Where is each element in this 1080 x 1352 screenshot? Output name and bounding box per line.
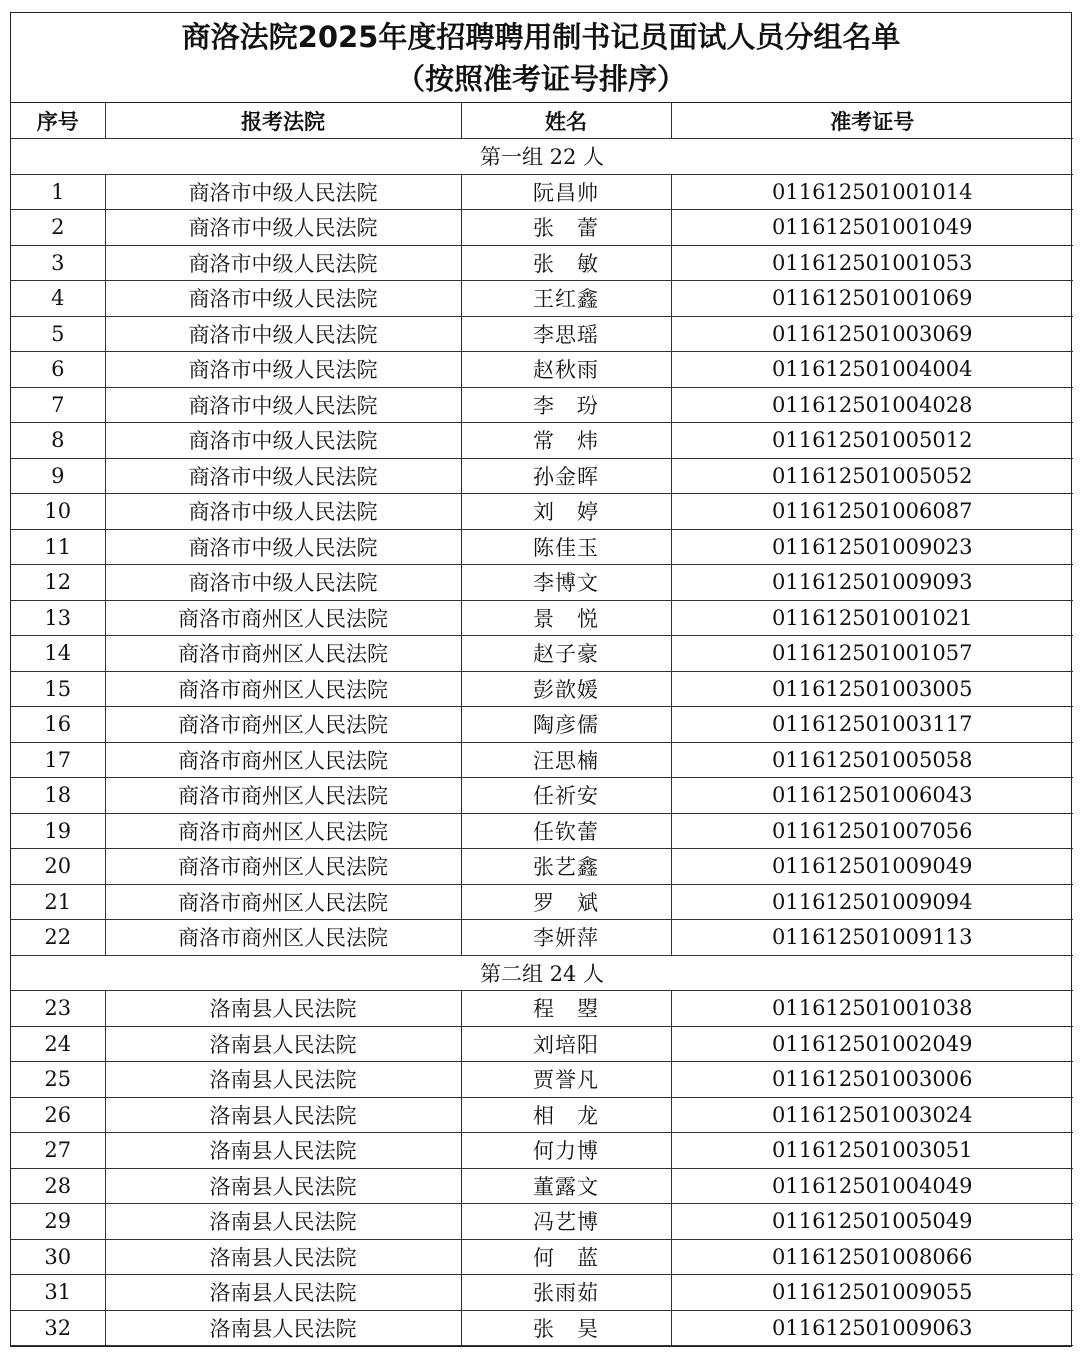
row-index: 17 bbox=[11, 742, 105, 778]
row-index: 19 bbox=[11, 813, 105, 849]
row-name: 程 曌 bbox=[461, 991, 671, 1027]
row-index: 30 bbox=[11, 1239, 105, 1275]
row-exam-number: 011612501002049 bbox=[671, 1026, 1073, 1062]
table-row bbox=[11, 1204, 1073, 1240]
row-index: 4 bbox=[11, 281, 105, 317]
row-index: 25 bbox=[11, 1062, 105, 1098]
row-exam-number: 011612501001053 bbox=[671, 245, 1073, 281]
row-court: 商洛市中级人民法院 bbox=[105, 245, 461, 281]
row-name: 孙金晖 bbox=[461, 458, 671, 494]
row-court: 商洛市中级人民法院 bbox=[105, 565, 461, 601]
row-name: 张艺鑫 bbox=[461, 849, 671, 885]
row-court: 商洛市中级人民法院 bbox=[105, 281, 461, 317]
row-index: 32 bbox=[11, 1310, 105, 1346]
row-index: 22 bbox=[11, 920, 105, 956]
row-name: 董露文 bbox=[461, 1168, 671, 1204]
row-index: 27 bbox=[11, 1133, 105, 1169]
row-exam-number: 011612501003117 bbox=[671, 707, 1073, 743]
table-row bbox=[11, 849, 1073, 885]
row-index: 29 bbox=[11, 1204, 105, 1240]
table-row bbox=[11, 387, 1073, 423]
row-exam-number: 011612501005058 bbox=[671, 742, 1073, 778]
table-row bbox=[11, 1133, 1073, 1169]
table-row bbox=[11, 210, 1073, 246]
group-header-row bbox=[11, 139, 1073, 175]
row-index: 5 bbox=[11, 316, 105, 352]
row-court: 商洛市中级人民法院 bbox=[105, 458, 461, 494]
table-row bbox=[11, 458, 1073, 494]
row-court: 洛南县人民法院 bbox=[105, 1239, 461, 1275]
row-index: 16 bbox=[11, 707, 105, 743]
interview-group-list bbox=[10, 12, 1072, 1347]
table-row bbox=[11, 813, 1073, 849]
group-label: 第一组 22 人 bbox=[11, 139, 1073, 175]
row-exam-number: 011612501009063 bbox=[671, 1310, 1073, 1346]
row-name: 阮昌帅 bbox=[461, 174, 671, 210]
table-row bbox=[11, 174, 1073, 210]
table-row bbox=[11, 600, 1073, 636]
row-index: 2 bbox=[11, 210, 105, 246]
row-court: 洛南县人民法院 bbox=[105, 1275, 461, 1311]
row-exam-number: 011612501003051 bbox=[671, 1133, 1073, 1169]
row-court: 洛南县人民法院 bbox=[105, 1097, 461, 1133]
row-index: 18 bbox=[11, 778, 105, 814]
row-name: 陈佳玉 bbox=[461, 529, 671, 565]
document-title: 商洛法院2025年度招聘聘用制书记员面试人员分组名单 bbox=[181, 19, 901, 54]
table-row bbox=[11, 884, 1073, 920]
row-court: 洛南县人民法院 bbox=[105, 1062, 461, 1098]
row-exam-number: 011612501003005 bbox=[671, 671, 1073, 707]
row-exam-number: 011612501001038 bbox=[671, 991, 1073, 1027]
row-name: 王红鑫 bbox=[461, 281, 671, 317]
row-exam-number: 011612501004004 bbox=[671, 352, 1073, 388]
row-index: 10 bbox=[11, 494, 105, 530]
row-exam-number: 011612501009093 bbox=[671, 565, 1073, 601]
header-court: 报考法院 bbox=[105, 103, 461, 139]
row-court: 商洛市商州区人民法院 bbox=[105, 636, 461, 672]
row-court: 洛南县人民法院 bbox=[105, 1026, 461, 1062]
header-row bbox=[11, 103, 1073, 139]
row-exam-number: 011612501005052 bbox=[671, 458, 1073, 494]
row-name: 陶彦儒 bbox=[461, 707, 671, 743]
row-court: 商洛市商州区人民法院 bbox=[105, 671, 461, 707]
table-row bbox=[11, 281, 1073, 317]
table-row bbox=[11, 352, 1073, 388]
row-court: 商洛市商州区人民法院 bbox=[105, 849, 461, 885]
row-exam-number: 011612501001021 bbox=[671, 600, 1073, 636]
row-name: 冯艺博 bbox=[461, 1204, 671, 1240]
row-index: 31 bbox=[11, 1275, 105, 1311]
row-court: 洛南县人民法院 bbox=[105, 1310, 461, 1346]
table-row bbox=[11, 316, 1073, 352]
document-subtitle: （按照准考证号排序） bbox=[395, 61, 686, 96]
row-court: 商洛市商州区人民法院 bbox=[105, 742, 461, 778]
row-exam-number: 011612501004028 bbox=[671, 387, 1073, 423]
row-name: 张 昊 bbox=[461, 1310, 671, 1346]
title-block bbox=[11, 13, 1071, 103]
row-name: 任祈安 bbox=[461, 778, 671, 814]
row-name: 刘 婷 bbox=[461, 494, 671, 530]
row-name: 赵秋雨 bbox=[461, 352, 671, 388]
row-exam-number: 011612501005012 bbox=[671, 423, 1073, 459]
row-court: 商洛市商州区人民法院 bbox=[105, 778, 461, 814]
row-name: 贾誉凡 bbox=[461, 1062, 671, 1098]
row-name: 李妍萍 bbox=[461, 920, 671, 956]
table-row bbox=[11, 778, 1073, 814]
table-row bbox=[11, 742, 1073, 778]
row-index: 12 bbox=[11, 565, 105, 601]
row-index: 21 bbox=[11, 884, 105, 920]
row-court: 商洛市中级人民法院 bbox=[105, 529, 461, 565]
row-court: 洛南县人民法院 bbox=[105, 1133, 461, 1169]
row-name: 任钦蕾 bbox=[461, 813, 671, 849]
group-label: 第二组 24 人 bbox=[11, 955, 1073, 991]
row-exam-number: 011612501005049 bbox=[671, 1204, 1073, 1240]
row-index: 11 bbox=[11, 529, 105, 565]
row-index: 23 bbox=[11, 991, 105, 1027]
table-row bbox=[11, 529, 1073, 565]
row-name: 李 玢 bbox=[461, 387, 671, 423]
row-exam-number: 011612501009023 bbox=[671, 529, 1073, 565]
row-name: 彭歆媛 bbox=[461, 671, 671, 707]
row-exam-number: 011612501003024 bbox=[671, 1097, 1073, 1133]
row-index: 20 bbox=[11, 849, 105, 885]
row-name: 刘培阳 bbox=[461, 1026, 671, 1062]
row-exam-number: 011612501009094 bbox=[671, 884, 1073, 920]
table-row bbox=[11, 423, 1073, 459]
row-court: 商洛市中级人民法院 bbox=[105, 387, 461, 423]
row-index: 26 bbox=[11, 1097, 105, 1133]
row-exam-number: 011612501001049 bbox=[671, 210, 1073, 246]
row-name: 张 蕾 bbox=[461, 210, 671, 246]
header-name: 姓名 bbox=[461, 103, 671, 139]
row-exam-number: 011612501008066 bbox=[671, 1239, 1073, 1275]
row-name: 何 蓝 bbox=[461, 1239, 671, 1275]
row-exam-number: 011612501003069 bbox=[671, 316, 1073, 352]
table-row bbox=[11, 1026, 1073, 1062]
table-row bbox=[11, 707, 1073, 743]
table-row bbox=[11, 636, 1073, 672]
row-name: 罗 斌 bbox=[461, 884, 671, 920]
header-exam-number: 准考证号 bbox=[671, 103, 1073, 139]
row-name: 汪思楠 bbox=[461, 742, 671, 778]
table-row bbox=[11, 1062, 1073, 1098]
row-court: 洛南县人民法院 bbox=[105, 1168, 461, 1204]
row-index: 3 bbox=[11, 245, 105, 281]
row-court: 商洛市商州区人民法院 bbox=[105, 707, 461, 743]
row-index: 15 bbox=[11, 671, 105, 707]
row-name: 相 龙 bbox=[461, 1097, 671, 1133]
table-row bbox=[11, 1168, 1073, 1204]
row-court: 商洛市商州区人民法院 bbox=[105, 920, 461, 956]
row-exam-number: 011612501009113 bbox=[671, 920, 1073, 956]
row-index: 7 bbox=[11, 387, 105, 423]
row-name: 景 悦 bbox=[461, 600, 671, 636]
row-exam-number: 011612501001014 bbox=[671, 174, 1073, 210]
row-exam-number: 011612501003006 bbox=[671, 1062, 1073, 1098]
table-row bbox=[11, 565, 1073, 601]
row-name: 赵子豪 bbox=[461, 636, 671, 672]
row-exam-number: 011612501009049 bbox=[671, 849, 1073, 885]
row-index: 13 bbox=[11, 600, 105, 636]
row-index: 14 bbox=[11, 636, 105, 672]
row-exam-number: 011612501006043 bbox=[671, 778, 1073, 814]
row-exam-number: 011612501001057 bbox=[671, 636, 1073, 672]
row-court: 商洛市中级人民法院 bbox=[105, 210, 461, 246]
row-index: 9 bbox=[11, 458, 105, 494]
table-row bbox=[11, 494, 1073, 530]
row-index: 8 bbox=[11, 423, 105, 459]
table-row bbox=[11, 1275, 1073, 1311]
row-name: 何力博 bbox=[461, 1133, 671, 1169]
row-court: 商洛市商州区人民法院 bbox=[105, 884, 461, 920]
row-court: 商洛市中级人民法院 bbox=[105, 174, 461, 210]
candidate-table bbox=[11, 103, 1073, 1346]
row-name: 张雨茹 bbox=[461, 1275, 671, 1311]
row-index: 24 bbox=[11, 1026, 105, 1062]
row-index: 1 bbox=[11, 174, 105, 210]
header-index: 序号 bbox=[11, 103, 105, 139]
row-court: 洛南县人民法院 bbox=[105, 991, 461, 1027]
table-row bbox=[11, 245, 1073, 281]
row-name: 常 炜 bbox=[461, 423, 671, 459]
row-name: 李思瑶 bbox=[461, 316, 671, 352]
row-court: 商洛市中级人民法院 bbox=[105, 494, 461, 530]
row-exam-number: 011612501009055 bbox=[671, 1275, 1073, 1311]
row-index: 28 bbox=[11, 1168, 105, 1204]
table-row bbox=[11, 1239, 1073, 1275]
table-row bbox=[11, 671, 1073, 707]
row-exam-number: 011612501001069 bbox=[671, 281, 1073, 317]
table-row bbox=[11, 991, 1073, 1027]
row-court: 洛南县人民法院 bbox=[105, 1204, 461, 1240]
row-court: 商洛市商州区人民法院 bbox=[105, 600, 461, 636]
row-name: 张 敏 bbox=[461, 245, 671, 281]
row-exam-number: 011612501006087 bbox=[671, 494, 1073, 530]
table-row bbox=[11, 1310, 1073, 1346]
row-name: 李博文 bbox=[461, 565, 671, 601]
row-exam-number: 011612501004049 bbox=[671, 1168, 1073, 1204]
row-index: 6 bbox=[11, 352, 105, 388]
table-row bbox=[11, 1097, 1073, 1133]
row-court: 商洛市中级人民法院 bbox=[105, 316, 461, 352]
table-row bbox=[11, 920, 1073, 956]
row-court: 商洛市中级人民法院 bbox=[105, 423, 461, 459]
row-exam-number: 011612501007056 bbox=[671, 813, 1073, 849]
group-header-row bbox=[11, 955, 1073, 991]
row-court: 商洛市商州区人民法院 bbox=[105, 813, 461, 849]
row-court: 商洛市中级人民法院 bbox=[105, 352, 461, 388]
